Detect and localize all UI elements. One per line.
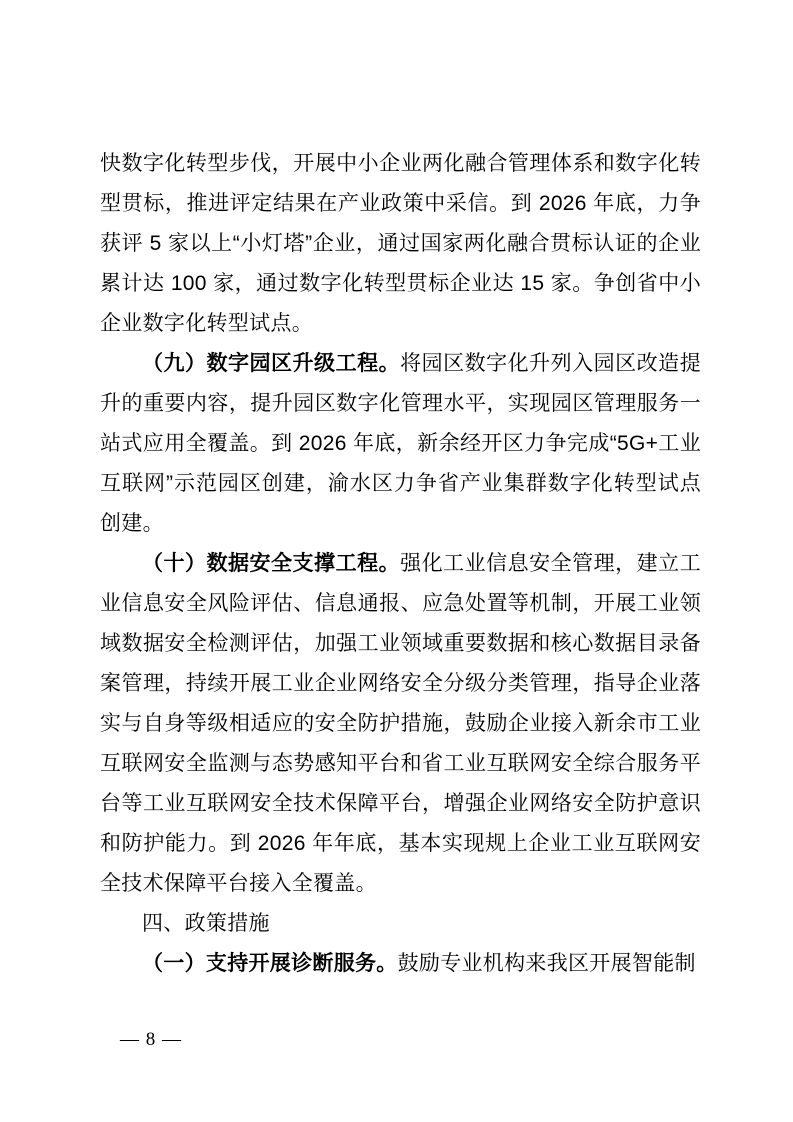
paragraph-lead-bold: （一）支持开展诊断服务。: [142, 952, 398, 975]
paragraph-lead-bold: （十）数据安全支撑工程。: [142, 552, 401, 575]
paragraph-text: 鼓励专业机构来我区开展智能制: [397, 952, 696, 975]
paragraph-text: 四、政策措施: [142, 912, 270, 935]
paragraph-project-10: [100, 544, 701, 904]
paragraph-continued: [100, 144, 701, 344]
paragraph-project-9: [100, 344, 701, 544]
section-heading-4: [100, 904, 701, 944]
page-number: — 8 —: [120, 1029, 182, 1050]
paragraph-text: 将园区数字化升列入园区改造提升的重要内容，提升园区数字化管理水平，实现园区管理服务一站式应用全覆盖。到 2026 年底，新余经开区力争完成“5G+工业互联网”示范园区创建，渝水区力争省产业集群数字化转型试点创建。: [100, 352, 701, 535]
paragraph-lead-bold: （九）数字园区升级工程。: [142, 352, 401, 375]
paragraph-text: 强化工业信息安全管理，建立工业信息安全风险评估、信息通报、应急处置等机制，开展工业领域数据安全检测评估，加强工业领域重要数据和核心数据目录备案管理，持续开展工业企业网络安全分级分类管理，指导企业落实与自身等级相适应的安全防护措施，鼓励企业接入新余市工业互联网安全监测与态势感知平台和省工业互联网安全综合服务平台等工业互联网安全技术保障平台，增强企业网络安全防护意识和防护能力。到 2026 年年底，基本实现规上企业工业互联网安全技术保障平台接入全覆盖。: [100, 552, 701, 895]
paragraph-text: 快数字化转型步伐，开展中小企业两化融合管理体系和数字化转型贯标，推进评定结果在产业政策中采信。到 2026 年底，力争获评 5 家以上“小灯塔”企业，通过国家两化融合贯标认证的企业累计达 100 家，通过数字化转型贯标企业达 15 家。争创省中小企业数字化转型试点。: [100, 152, 701, 335]
paragraph-policy-1: [100, 944, 701, 984]
document-body: [100, 144, 701, 984]
